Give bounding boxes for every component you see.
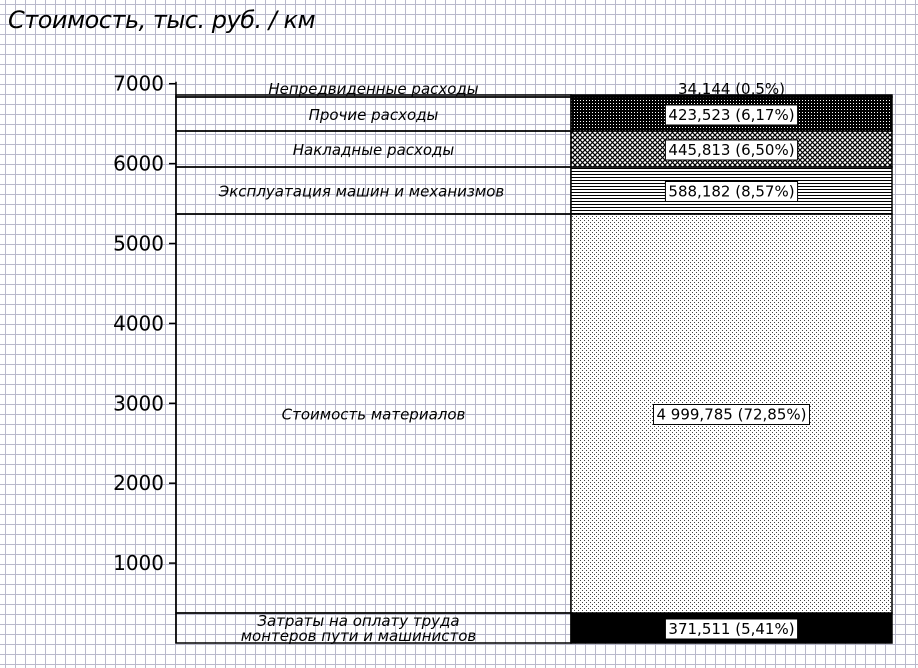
segment-value-label: 423,523 (6,17%): [668, 106, 795, 124]
segment-category-label: Прочие расходы: [308, 106, 439, 124]
segment-category-label: монтеров пути и машинистов: [240, 627, 477, 645]
y-tick-label: 4000: [113, 311, 164, 336]
y-tick-label: 2000: [113, 471, 164, 496]
y-tick-label: 5000: [113, 231, 164, 256]
segment-value-label: 34,144 (0,5%): [677, 80, 786, 98]
y-tick-label: 6000: [113, 151, 164, 176]
chart-title: Стоимость, тыс. руб. / км: [8, 6, 316, 34]
segment-value-label: 371,511 (5,41%): [668, 620, 795, 638]
segment-category-label: Затраты на оплату труда: [257, 612, 460, 630]
y-tick-label: 1000: [113, 551, 164, 576]
segment-value-label: 445,813 (6,50%): [668, 141, 795, 159]
segment-category-label: Непредвиденные расходы: [268, 80, 479, 98]
y-tick-label: 7000: [113, 71, 164, 96]
segment-value-label: 588,182 (8,57%): [668, 182, 795, 201]
y-tick-label: 3000: [113, 391, 164, 416]
segment-value-label: 4 999,785 (72,85%): [656, 405, 807, 424]
segment-category-label: Эксплуатация машин и механизмов: [218, 182, 505, 201]
segment-category-label: Накладные расходы: [292, 141, 455, 159]
segment-category-label: Стоимость материалов: [281, 405, 466, 424]
